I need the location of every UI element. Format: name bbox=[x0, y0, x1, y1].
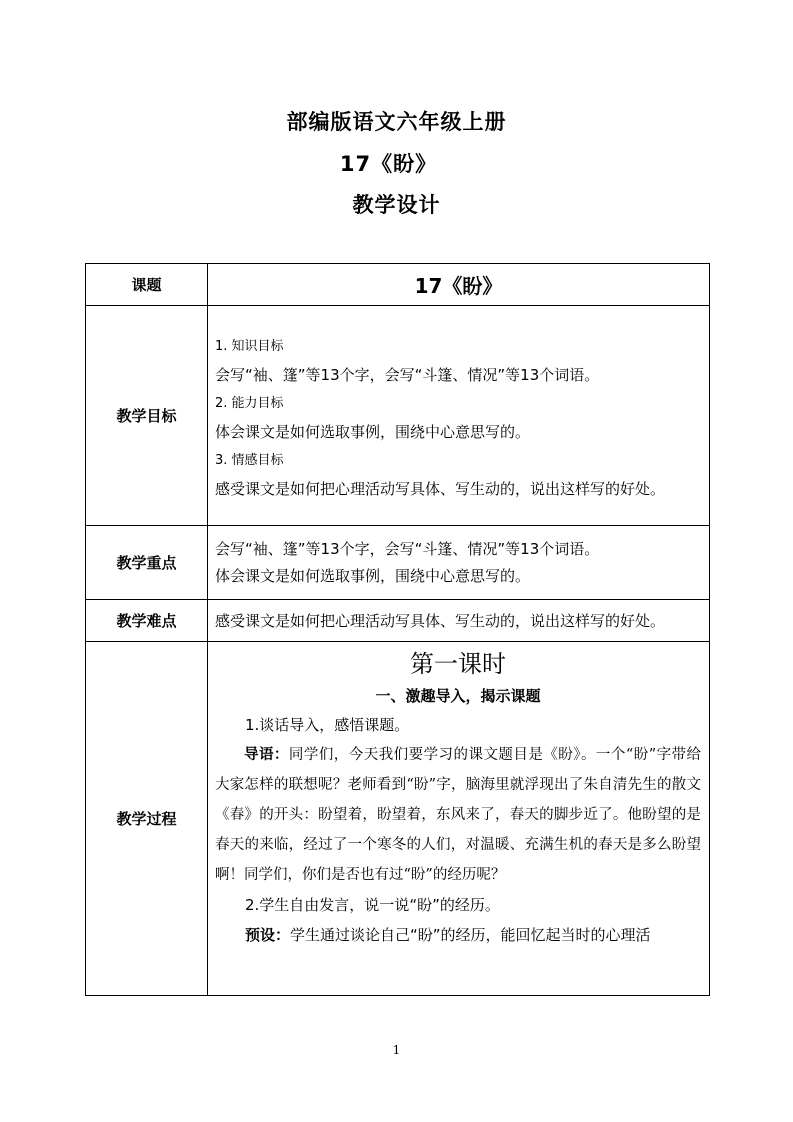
table-row-goals bbox=[86, 306, 710, 526]
topic-value: 17《盼》 bbox=[208, 264, 710, 306]
preset-text: 学生通过谈论自己“盼”的经历，能回忆起当时的心理活 bbox=[290, 926, 651, 944]
key-points-cell bbox=[208, 526, 710, 600]
step-line: 1.谈话导入，感悟课题。 bbox=[245, 716, 410, 734]
table-row-difficulty bbox=[86, 600, 710, 642]
goal-heading: 2. 能力目标 bbox=[215, 396, 284, 411]
goal-text: 感受课文是如何把心理活动写具体、写生动的，说出这样写的好处。 bbox=[215, 480, 666, 498]
topic-label: 课题 bbox=[86, 264, 208, 306]
goal-text: 体会课文是如何选取事例，围绕中心意思写的。 bbox=[215, 423, 531, 441]
goal-text: 会写“袖、篷”等13个字，会写“斗篷、情况”等13个词语。 bbox=[215, 366, 600, 384]
key-point-line: 体会课文是如何选取事例，围绕中心意思写的。 bbox=[215, 566, 531, 585]
difficulty-text: 感受课文是如何把心理活动写具体、写生动的，说出这样写的好处。 bbox=[215, 611, 666, 630]
process-label: 教学过程 bbox=[86, 642, 208, 996]
intro-paragraph bbox=[215, 740, 701, 890]
difficulty-cell bbox=[208, 600, 710, 642]
process-cell bbox=[208, 642, 710, 996]
lesson-title: 17《盼》 bbox=[339, 152, 438, 176]
document-subtitle: 教学设计 bbox=[352, 193, 441, 217]
difficulty-label: 教学难点 bbox=[86, 600, 208, 642]
document-title: 部编版语文六年级上册 bbox=[286, 110, 507, 134]
step-line: 2.学生自由发言，说一说“盼”的经历。 bbox=[245, 896, 500, 914]
section-heading: 一、激趣导入，揭示课题 bbox=[375, 687, 541, 705]
intro-text: 同学们，今天我们要学习的课文题目是《盼》。一个“盼”字带给大家怎样的联想呢？老师看到“盼”字，脑海里就浮现出了朱自清先生的散文《春》的开头：盼望着，盼望着，东风来了，春天的脚步近了。他盼望的是春天的来临，经过了一个寒冬的人们，对温暖、充满生机的春天是多么盼望啊！同学们，你们是否也有过“盼”的经历呢？ bbox=[215, 747, 702, 883]
goals-cell bbox=[208, 306, 710, 526]
preset-lead: 预设： bbox=[245, 926, 291, 944]
lesson-heading: 第一课时 bbox=[410, 650, 506, 678]
lesson-plan-table bbox=[85, 263, 710, 996]
intro-lead: 导语： bbox=[244, 747, 289, 763]
table-row-key-points bbox=[86, 526, 710, 600]
table-row-topic bbox=[86, 264, 710, 306]
table-row-process bbox=[86, 642, 710, 996]
goals-label: 教学目标 bbox=[86, 306, 208, 526]
goal-heading: 1. 知识目标 bbox=[215, 339, 284, 354]
key-points-label: 教学重点 bbox=[86, 526, 208, 600]
page-number: 1 bbox=[392, 1043, 401, 1057]
key-point-line: 会写“袖、篷”等13个字，会写“斗篷、情况”等13个词语。 bbox=[215, 539, 600, 558]
goal-heading: 3. 情感目标 bbox=[215, 453, 284, 468]
preset-paragraph bbox=[215, 920, 701, 950]
